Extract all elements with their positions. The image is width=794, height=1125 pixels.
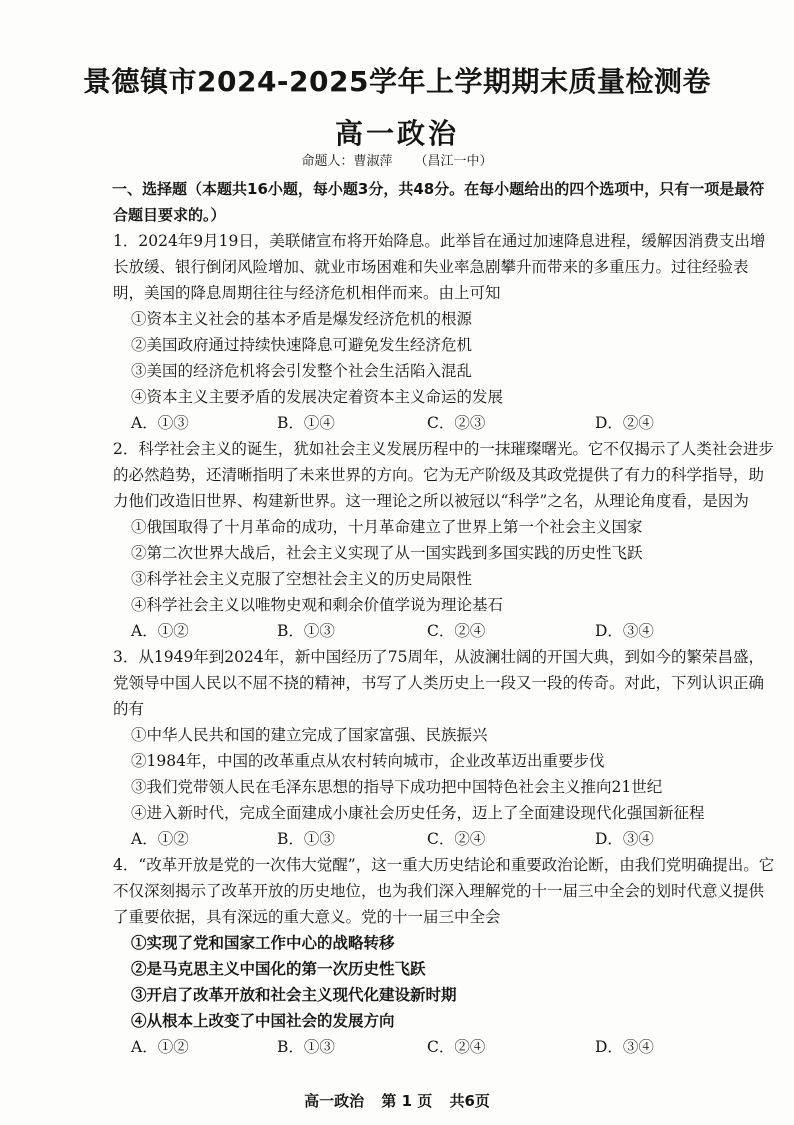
question-option: ④科学社会主义以唯物史观和剩余价值学说为理论基石 bbox=[131, 596, 504, 614]
choice-a: A．①② bbox=[131, 830, 189, 848]
page-footer bbox=[0, 1090, 794, 1111]
question-option: ④资本主义主要矛盾的发展决定着资本主义命运的发展 bbox=[131, 388, 504, 406]
choice-b: B．①③ bbox=[277, 830, 335, 848]
question-option: ①资本主义社会的基本矛盾是爆发经济危机的根源 bbox=[131, 310, 473, 328]
choice-b: B．①③ bbox=[277, 1038, 335, 1056]
exam-subject: 高一政治 bbox=[334, 117, 459, 150]
question-option: ③我们党带领人民在毛泽东思想的指导下成功把中国特色社会主义推向21世纪 bbox=[131, 778, 663, 796]
choice-c: C．②④ bbox=[427, 622, 486, 640]
choice-b: B．①③ bbox=[277, 622, 335, 640]
footer-subject: 高一政治 bbox=[304, 1092, 365, 1110]
choice-d: D．③④ bbox=[595, 622, 654, 640]
question-option: ③科学社会主义克服了空想社会主义的历史局限性 bbox=[131, 570, 473, 588]
answer-choices bbox=[113, 618, 775, 644]
choice-a: A．①② bbox=[131, 1038, 189, 1056]
section-heading: 一、选择题（本题共16小题，每小题3分，共48分。在每小题给出的四个选项中，只有一项是最符合题目要求的。） bbox=[112, 180, 765, 224]
question-stem: 2．科学社会主义的诞生，犹如社会主义发展历程中的一抹璀璨曙光。它不仅揭示了人类社会进步的必然趋势，还清晰指明了未来世界的方向。它为无产阶级及其政党提供了有力的科学指导，助力他们改造旧世界、构建新世界。这一理论之所以被冠以“科学”之名，从理论角度看，是因为 bbox=[113, 440, 774, 510]
footer-page-number: 第 1 页 bbox=[381, 1092, 433, 1110]
question-option: ①俄国取得了十月革命的成功，十月革命建立了世界上第一个社会主义国家 bbox=[131, 518, 643, 536]
answer-choices bbox=[113, 826, 775, 852]
question-option: ④进入新时代，完成全面建成小康社会历史任务，迈上了全面建设现代化强国新征程 bbox=[131, 804, 705, 822]
question-1 bbox=[113, 228, 775, 436]
question-option: ④从根本上改变了中国社会的发展方向 bbox=[131, 1011, 395, 1030]
question-stem: 1．2024年9月19日，美联储宣布将开始降息。此举旨在通过加速降息进程，缓解因消费支出增长放缓、银行倒闭风险增加、就业市场困难和失业率急剧攀升而带来的多重压力。过往经验表明，美国的降息周期往往与经济危机相伴而来。由上可知 bbox=[113, 232, 766, 302]
choice-d: D．②④ bbox=[595, 414, 654, 432]
choice-d: D．③④ bbox=[595, 1038, 654, 1056]
question-option: ③美国的经济危机将会引发整个社会生活陷入混乱 bbox=[131, 362, 473, 380]
choice-a: A．①② bbox=[131, 622, 189, 640]
choice-c: C．②③ bbox=[427, 414, 486, 432]
question-option: ②美国政府通过持续快速降息可避免发生经济危机 bbox=[131, 336, 473, 354]
author-school: （昌江一中） bbox=[414, 154, 493, 169]
answer-choices bbox=[113, 1034, 775, 1060]
question-option: ③开启了改革开放和社会主义现代化建设新时期 bbox=[131, 985, 457, 1004]
footer-total-pages: 共6页 bbox=[449, 1092, 490, 1110]
question-option: ②第二次世界大战后，社会主义实现了从一国实践到多国实践的历史性飞跃 bbox=[131, 544, 643, 562]
choice-d: D．③④ bbox=[595, 830, 654, 848]
question-2 bbox=[113, 436, 775, 644]
question-stem: 4．“改革开放是党的一次伟大觉醒”，这一重大历史结论和重要政治论断，由我们党明确提出。它不仅深刻揭示了改革开放的历史地位，也为我们深入理解党的十一届三中全会的划时代意义提供了重要依据，具有深远的重大意义。党的十一届三中全会 bbox=[113, 856, 775, 926]
question-option: ①实现了党和国家工作中心的战略转移 bbox=[131, 933, 395, 952]
question-option: ①中华人民共和国的建立完成了国家富强、民族振兴 bbox=[131, 726, 488, 744]
question-3 bbox=[113, 644, 775, 852]
choice-a: A．①③ bbox=[131, 414, 189, 432]
answer-choices bbox=[113, 410, 775, 436]
question-option: ②1984年，中国的改革重点从农村转向城市，企业改革迈出重要步伐 bbox=[131, 752, 605, 770]
question-stem: 3．从1949年到2024年，新中国经历了75周年，从波澜壮阔的开国大典，到如今的繁荣昌盛，党领导中国人民以不屈不挠的精神，书写了人类历史上一段又一段的传奇。对此，下列认识正确的有 bbox=[113, 648, 765, 718]
choice-c: C．②④ bbox=[427, 1038, 486, 1056]
author-line bbox=[0, 150, 794, 169]
exam-body bbox=[113, 176, 775, 1060]
question-option: ②是马克思主义中国化的第一次历史性飞跃 bbox=[131, 959, 426, 978]
question-4 bbox=[113, 852, 775, 1060]
choice-b: B．①④ bbox=[277, 414, 335, 432]
exam-title: 景德镇市2024-2025学年上学期期末质量检测卷 bbox=[83, 65, 711, 98]
author-name: 命题人：曹淑萍 bbox=[301, 154, 393, 169]
choice-c: C．②④ bbox=[427, 830, 486, 848]
